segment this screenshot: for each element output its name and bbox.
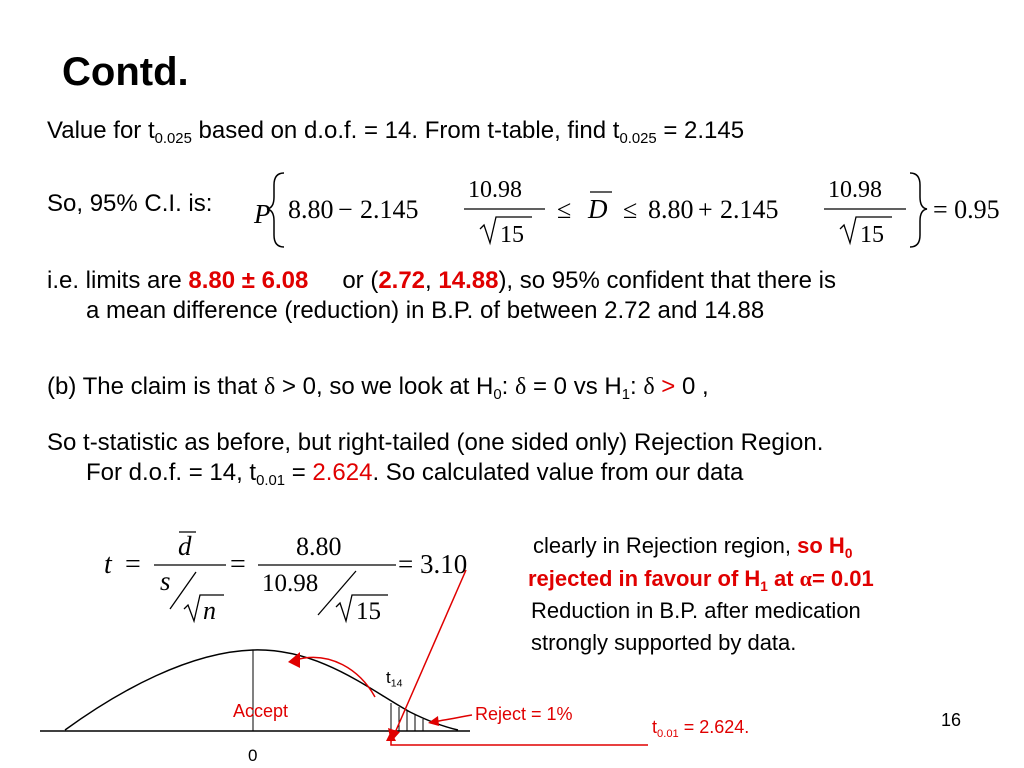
- ci-num-1: 10.98: [468, 177, 522, 203]
- ci-P: P: [254, 199, 271, 229]
- slide-title: Contd.: [62, 50, 189, 94]
- ci-label: So, 95% C.I. is:: [47, 190, 213, 217]
- tf-n: n: [203, 596, 216, 625]
- crit-arrow: [391, 738, 648, 745]
- conclusion-text-2b: at: [767, 566, 800, 591]
- tstat-text-a: For d.o.f. = 14, t: [86, 459, 257, 486]
- t14-label: [386, 668, 402, 688]
- crit-sub: 0.01: [657, 727, 679, 740]
- limits-text-a: i.e. limits are: [47, 267, 189, 294]
- zero-label: 0: [248, 746, 258, 765]
- t-value-sub-1: 0.025: [154, 131, 192, 148]
- tf-den-2: 15: [356, 598, 381, 625]
- ci-t-2: 2.145: [720, 195, 779, 224]
- crit-value-label: [652, 717, 749, 738]
- hyp-text-b: > 0, so we look at H: [275, 373, 494, 400]
- crit-t: t: [652, 717, 658, 737]
- ci-num-2: 10.98: [828, 177, 882, 203]
- crit-text: = 2.624.: [678, 717, 750, 737]
- ci-den-2: 15: [860, 222, 884, 248]
- ci-leq-2: ≤: [623, 195, 638, 224]
- hyp-text-f: 0 ,: [682, 373, 709, 400]
- limits-comma: ,: [425, 267, 439, 294]
- limits-text-b: or (: [342, 267, 379, 294]
- ci-t-1: 2.145: [360, 195, 419, 224]
- delta-symbol-1: δ: [263, 374, 276, 400]
- hyp-text-e: :: [629, 373, 644, 400]
- limits-low: 2.72: [378, 267, 426, 294]
- hyp-text-d: = 0 vs H: [526, 373, 622, 400]
- ci-den-1: 15: [500, 222, 524, 248]
- tf-t: t: [104, 549, 112, 580]
- delta-symbol-2: δ: [515, 374, 527, 400]
- t14-sub: 14: [390, 677, 403, 690]
- ci-equals: = 0.95: [933, 195, 1000, 224]
- tstat-text-c: . So calculated value from our data: [372, 459, 744, 486]
- ci-D: D: [588, 194, 608, 224]
- tf-eq-1: =: [125, 549, 141, 580]
- conclusion-line-4: strongly supported by data.: [531, 630, 797, 655]
- tf-result: = 3.10: [398, 549, 468, 579]
- tstat-text-b: =: [285, 459, 313, 486]
- conclusion-sub-0: 0: [844, 545, 853, 561]
- hyp-text-a: (b) The claim is that: [47, 373, 264, 400]
- hyp-text-c: :: [501, 373, 516, 400]
- accept-label: Accept: [233, 701, 289, 721]
- t-value-arrow: [394, 570, 466, 735]
- conclusion-sub-1: 1: [760, 578, 768, 594]
- tstat-line-1: So t-statistic as before, but right-tailed (one sided only) Rejection Region.: [47, 429, 824, 456]
- ci-minus: −: [338, 195, 353, 224]
- tf-num: 8.80: [296, 532, 342, 561]
- reject-label: Reject = 1%: [475, 704, 573, 724]
- conclusion-text-2a: rejected in favour of H: [528, 566, 761, 591]
- t-value-text-c: = 2.145: [656, 117, 745, 144]
- tf-den-1: 10.98: [262, 570, 319, 597]
- limits-line-2: a mean difference (reduction) in B.P. of between 2.72 and 14.88: [86, 297, 765, 324]
- page-number: 16: [941, 710, 962, 730]
- t-value-sub-2: 0.025: [619, 131, 657, 148]
- t-value-text-b: based on d.o.f. = 14. From t-table, find t: [191, 117, 620, 144]
- hyp-sub-0: 0: [493, 387, 502, 404]
- conclusion-text-2c: = 0.01: [811, 566, 874, 591]
- tstat-sub: 0.01: [256, 473, 286, 490]
- accept-arrow: [295, 657, 375, 697]
- conclusion-text-1b: so H: [797, 533, 845, 558]
- conclusion-text-1a: clearly in Rejection region,: [533, 533, 798, 558]
- tf-dbar: d: [178, 531, 192, 561]
- tf-s: s: [160, 566, 171, 596]
- tstat-crit: 2.624: [312, 459, 373, 486]
- t-value-text-a: Value for t: [47, 117, 155, 144]
- ci-plus: +: [698, 195, 713, 224]
- delta-symbol-3: δ: [643, 374, 655, 400]
- limits-high: 14.88: [438, 267, 499, 294]
- conclusion-line-3: Reduction in B.P. after medication: [531, 598, 861, 623]
- alpha-symbol: α: [799, 566, 812, 591]
- ci-leq-1: ≤: [557, 195, 572, 224]
- hyp-gt: >: [654, 373, 682, 400]
- ci-mean-1: 8.80: [288, 195, 334, 224]
- ci-mean-2: 8.80: [648, 195, 694, 224]
- limits-value: 8.80 ± 6.08: [188, 267, 309, 294]
- t14-t: t: [386, 668, 391, 687]
- limits-text-c: ), so 95% confident that there is: [498, 267, 836, 294]
- hyp-sub-1: 1: [621, 387, 630, 404]
- tf-eq-2: =: [230, 549, 246, 580]
